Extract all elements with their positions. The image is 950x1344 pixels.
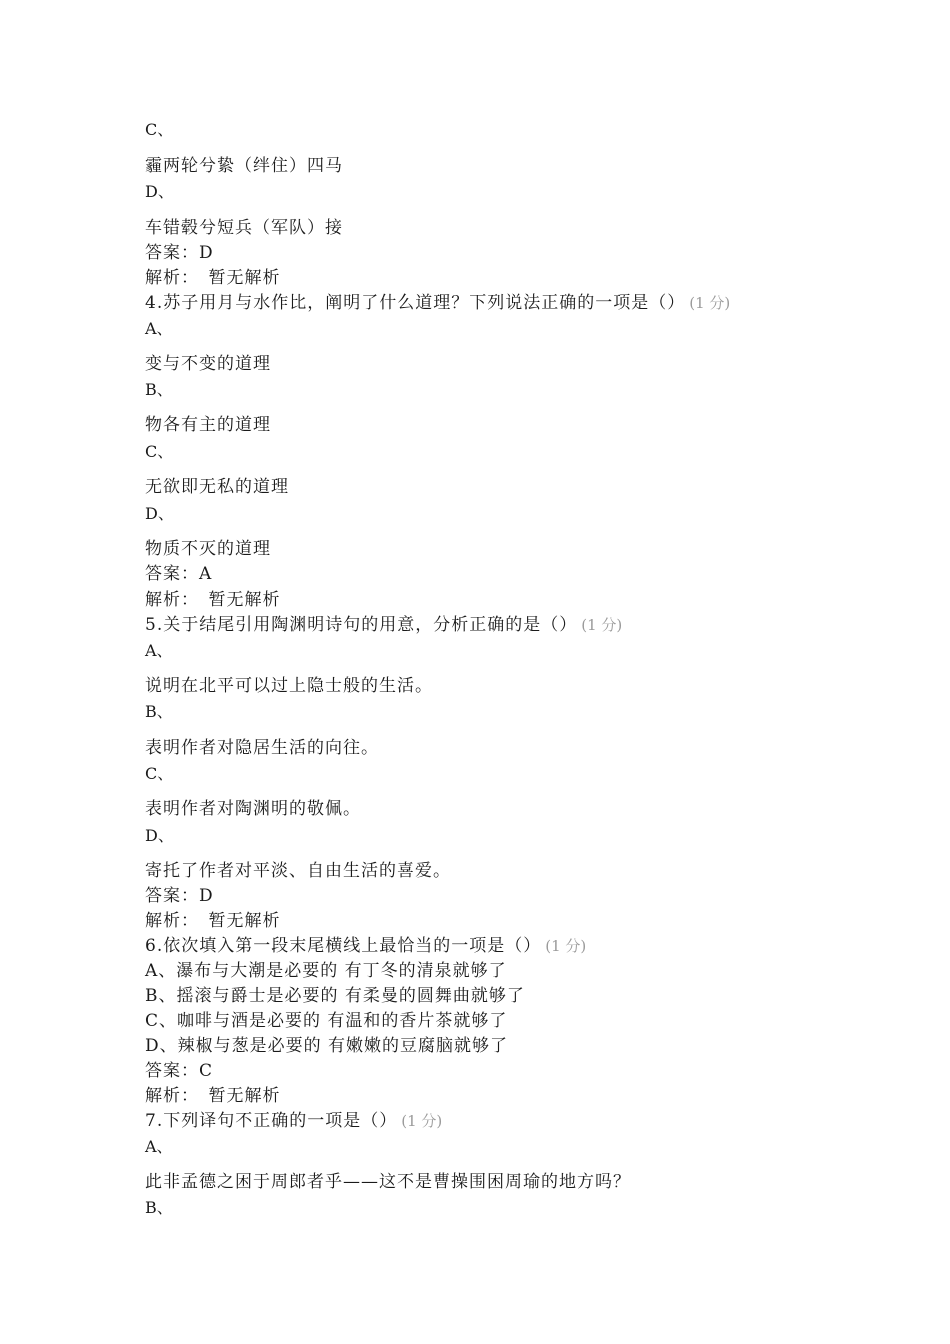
question-text: 5.关于结尾引用陶渊明诗句的用意，分析正确的是（） [145,615,578,635]
option-text: 表明作者对陶渊明的敬佩。 [145,799,361,819]
answer-line: 答案：D [145,243,214,263]
score-badge: (1 分) [401,1112,443,1130]
option-label: C、 [145,764,174,783]
question-text: 6.依次填入第一段末尾横线上最恰当的一项是（） [145,936,542,956]
option-text: 此非孟德之困于周郎者乎——这不是曹操围困周瑜的地方吗？ [145,1172,631,1192]
option-text: 无欲即无私的道理 [145,477,289,497]
question-6 [145,935,586,957]
score-badge: (1 分) [545,937,587,955]
option-label: A、 [145,319,173,338]
option-text: 表明作者对隐居生活的向往。 [145,738,379,758]
answer-line: 答案：D [145,886,214,906]
option-text: 说明在北平可以过上隐士般的生活。 [145,676,433,696]
option-label: A、 [145,1137,173,1156]
option-label: C、 [145,442,174,461]
analysis-line: 解析： 暂无解析 [145,268,281,288]
option-label: B、 [145,380,173,399]
score-badge: (1 分) [581,616,623,634]
question-4 [145,292,730,314]
option-line: A、瀑布与大潮是必要的 有丁冬的清泉就够了 [145,961,507,981]
answer-line: 答案：C [145,1061,214,1081]
option-label: C、 [145,120,174,139]
option-line: C、咖啡与酒是必要的 有温和的香片茶就够了 [145,1011,508,1031]
option-text: 车错毂兮短兵（军队）接 [145,218,343,238]
question-5 [145,614,622,636]
option-label: A、 [145,641,173,660]
question-7 [145,1110,442,1132]
answer-line: 答案：A [145,564,213,584]
question-text: 7.下列译句不正确的一项是（） [145,1111,398,1131]
option-label: D、 [145,182,174,201]
option-label: B、 [145,1198,173,1217]
option-text: 霾两轮兮絷（绊住）四马 [145,156,343,176]
option-text: 寄托了作者对平淡、自由生活的喜爱。 [145,861,451,881]
analysis-line: 解析： 暂无解析 [145,590,281,610]
analysis-line: 解析： 暂无解析 [145,911,281,931]
option-label: D、 [145,826,174,845]
option-label: B、 [145,702,173,721]
option-label: D、 [145,504,174,523]
option-text: 物质不灭的道理 [145,539,271,559]
option-line: B、摇滚与爵士是必要的 有柔曼的圆舞曲就够了 [145,986,525,1006]
analysis-line: 解析： 暂无解析 [145,1086,281,1106]
question-text: 4.苏子用月与水作比，阐明了什么道理？下列说法正确的一项是（） [145,293,686,313]
option-text: 物各有主的道理 [145,415,271,435]
option-line: D、辣椒与葱是必要的 有嫩嫩的豆腐脑就够了 [145,1036,509,1056]
option-text: 变与不变的道理 [145,354,271,374]
score-badge: (1 分) [689,294,731,312]
